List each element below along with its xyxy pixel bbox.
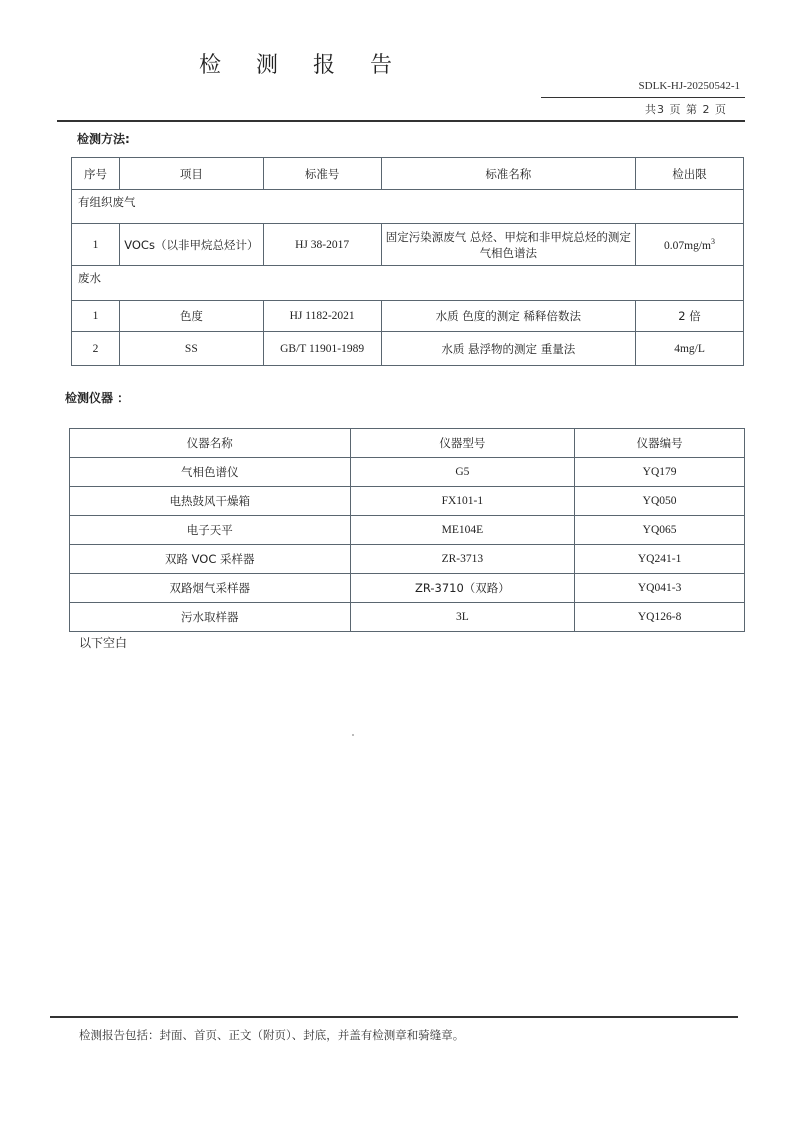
instrument-model: ZR-3710（双路） <box>350 574 575 603</box>
header-divider-short <box>541 97 745 98</box>
table-row <box>72 224 744 266</box>
instrument-model: G5 <box>350 458 575 487</box>
col-header-standard-no: 标准号 <box>263 158 381 190</box>
col-header-item: 项目 <box>119 158 263 190</box>
table-row <box>70 458 745 487</box>
instrument-id: YQ241-1 <box>575 545 745 574</box>
methods-section-label: 检测方法: <box>77 132 130 146</box>
instrument-id: YQ065 <box>575 516 745 545</box>
category-row <box>72 190 744 224</box>
instrument-name: 双路烟气采样器 <box>70 574 351 603</box>
table-row <box>72 301 744 332</box>
row-standard-name: 水质 悬浮物的测定 重量法 <box>381 332 636 366</box>
category-row <box>72 266 744 301</box>
limit-value: 0.07mg/m <box>664 239 712 252</box>
table-header-row <box>70 429 745 458</box>
scan-speck <box>352 734 354 736</box>
limit-superscript: 3 <box>711 237 716 247</box>
row-item: VOCs（以非甲烷总烃计） <box>119 224 263 266</box>
row-limit <box>636 224 744 266</box>
footer-divider <box>50 1016 738 1018</box>
category-label: 有组织废气 <box>72 190 744 224</box>
table-header-row <box>72 158 744 190</box>
row-standard-no: HJ 38-2017 <box>263 224 381 266</box>
row-standard-no: GB/T 11901-1989 <box>263 332 381 366</box>
instrument-model: ME104E <box>350 516 575 545</box>
category-label: 废水 <box>72 266 744 301</box>
col-header-no: 序号 <box>72 158 120 190</box>
col-header-instrument-model: 仪器型号 <box>350 429 575 458</box>
row-standard-no: HJ 1182-2021 <box>263 301 381 332</box>
instrument-model: ZR-3713 <box>350 545 575 574</box>
table-row <box>72 332 744 366</box>
instrument-id: YQ126-8 <box>575 603 745 632</box>
row-item: 色度 <box>119 301 263 332</box>
instrument-name: 电子天平 <box>70 516 351 545</box>
header-divider <box>57 120 745 122</box>
instrument-name: 污水取样器 <box>70 603 351 632</box>
col-header-standard-name: 标准名称 <box>381 158 636 190</box>
row-standard-name: 固定污染源废气 总烃、甲烷和非甲烷总烃的测定 气相色谱法 <box>381 224 636 266</box>
row-limit: 2 倍 <box>636 301 744 332</box>
instrument-id: YQ050 <box>575 487 745 516</box>
row-no: 1 <box>72 224 120 266</box>
blank-below-note: 以下空白 <box>79 636 128 650</box>
instrument-name: 气相色谱仪 <box>70 458 351 487</box>
table-row <box>70 487 745 516</box>
instrument-id: YQ179 <box>575 458 745 487</box>
row-item: SS <box>119 332 263 366</box>
row-no: 1 <box>72 301 120 332</box>
row-standard-name: 水质 色度的测定 稀释倍数法 <box>381 301 636 332</box>
col-header-limit: 检出限 <box>636 158 744 190</box>
methods-table <box>71 157 744 366</box>
instrument-id: YQ041-3 <box>575 574 745 603</box>
instruments-table <box>69 428 745 632</box>
page-info: 共3 页 第 2 页 <box>645 103 727 116</box>
table-row <box>70 574 745 603</box>
table-row <box>70 516 745 545</box>
footer-note: 检测报告包括：封面、首页、正文（附页）、封底，并盖有检测章和骑缝章。 <box>79 1028 465 1042</box>
table-row <box>70 603 745 632</box>
instrument-model: 3L <box>350 603 575 632</box>
row-no: 2 <box>72 332 120 366</box>
col-header-instrument-name: 仪器名称 <box>70 429 351 458</box>
col-header-instrument-id: 仪器编号 <box>575 429 745 458</box>
instruments-section-label: 检测仪器 ： <box>65 391 130 405</box>
instrument-name: 双路 VOC 采样器 <box>70 545 351 574</box>
row-limit: 4mg/L <box>636 332 744 366</box>
table-row <box>70 545 745 574</box>
report-number: SDLK-HJ-20250542-1 <box>638 80 740 92</box>
instrument-model: FX101-1 <box>350 487 575 516</box>
document-title: 检 测 报 告 <box>199 53 406 78</box>
instrument-name: 电热鼓风干燥箱 <box>70 487 351 516</box>
